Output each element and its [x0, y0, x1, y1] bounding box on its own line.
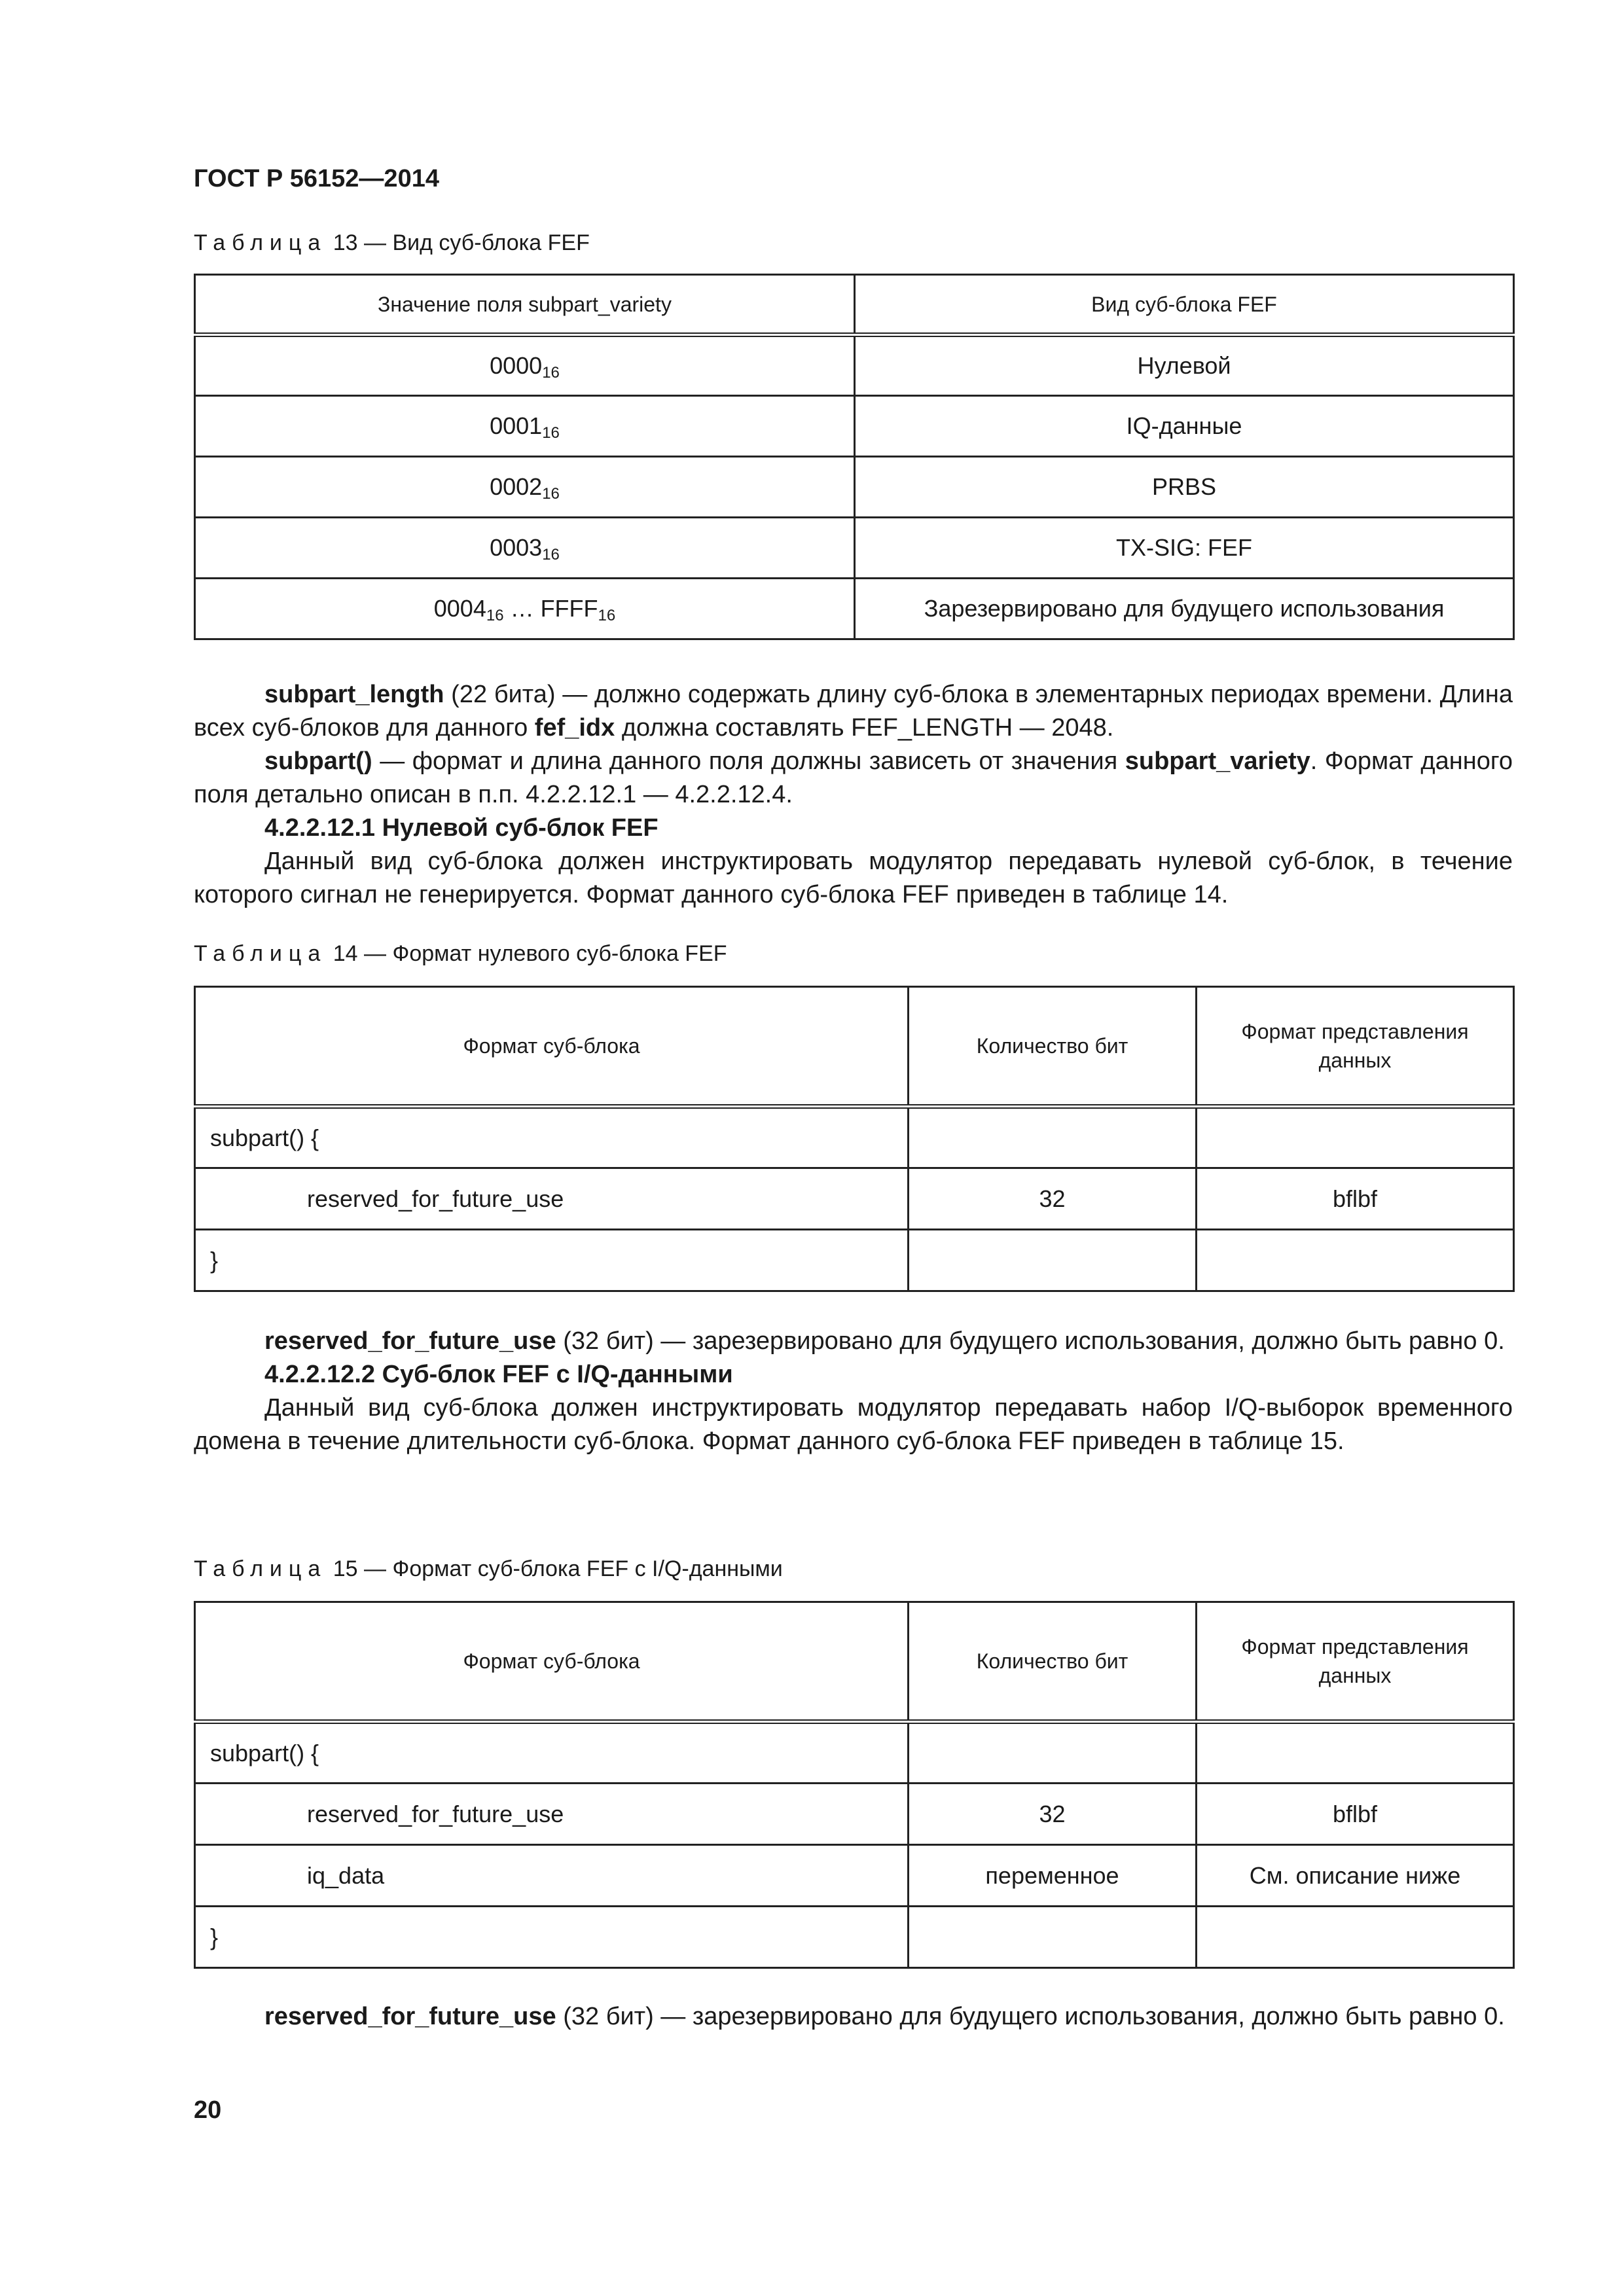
- format-cell: iq_data: [195, 1845, 909, 1907]
- repr-cell: [1197, 1107, 1514, 1168]
- subblock-kind: TX-SIG: FEF: [855, 518, 1514, 579]
- variety-value: $0002_{16}$: [195, 457, 855, 518]
- table-row: [195, 1230, 1514, 1291]
- table-row: [195, 1722, 1514, 1784]
- section-heading: 4.2.2.12.1 Нулевой суб-блок FEF: [264, 814, 659, 842]
- page-number: 20: [194, 2096, 222, 2124]
- table-row: [195, 1907, 1514, 1968]
- bits-cell: [909, 1107, 1197, 1168]
- table-header-row: [195, 275, 1514, 335]
- repr-cell: См. описание ниже: [1197, 1845, 1514, 1907]
- repr-cell: bflbf: [1197, 1784, 1514, 1845]
- repr-cell: [1197, 1907, 1514, 1968]
- subblock-kind: IQ-данные: [855, 396, 1514, 457]
- format-cell: subpart() {: [195, 1107, 909, 1168]
- body-text: Данный вид суб-блока должен инструктировать модулятор передавать набор I/Q-выборок временного домена в течение длительности суб-блока. Формат данного суб-блока FEF приведен в таблице 15.: [194, 1394, 1513, 1455]
- table-row: [195, 518, 1514, 579]
- subpart-length-description: subpart_length (22 бита) — должно содержать длину суб-блока в элементарных периодах времени. Длина всех суб-блоков для данного fef_idx должна составлять FEF_LENGTH — 2048.: [194, 681, 1513, 742]
- body-text: Данный вид суб-блока должен инструктировать модулятор передавать нулевой суб-блок, в течение которого сигнал не генерируется. Формат данного суб-блока FEF приведен в таблице 14.: [194, 848, 1513, 908]
- table-row: [195, 396, 1514, 457]
- variety-value: $0000_{16}$: [195, 335, 855, 396]
- column-header: Формат суб-блока: [195, 1602, 909, 1722]
- table-14-caption: Таблица 14 — Формат нулевого суб-блока FEF: [194, 941, 727, 966]
- table-13-caption: Таблица 13 — Вид суб-блока FEF: [194, 230, 590, 255]
- subblock-kind: Нулевой: [855, 335, 1514, 396]
- table-14: [194, 986, 1515, 1292]
- format-cell: }: [195, 1230, 909, 1291]
- table-row: [195, 1784, 1514, 1845]
- subpart-description: subpart() — формат и длина данного поля должны зависеть от значения subpart_variety. Формат данного поля детально описан в п.п. 4.2.2.12.1 — 4.2.2.12.4.: [194, 747, 1513, 808]
- bits-cell: [909, 1907, 1197, 1968]
- table-15-caption: Таблица 15 — Формат суб-блока FEF с I/Q-данными: [194, 1556, 783, 1581]
- variety-value: $0003_{16}$: [195, 518, 855, 579]
- bits-cell: [909, 1230, 1197, 1291]
- table-row: [195, 335, 1514, 396]
- section-heading: 4.2.2.12.2 Суб-блок FEF с I/Q-данными: [264, 1361, 733, 1388]
- bits-cell: 32: [909, 1168, 1197, 1230]
- bits-cell: переменное: [909, 1845, 1197, 1907]
- variety-value: $0004_{16}$ … $FFFF_{16}$: [195, 579, 855, 639]
- format-cell: reserved_for_future_use: [195, 1784, 909, 1845]
- column-header: Количество бит: [909, 1602, 1197, 1722]
- table-header-row: [195, 1602, 1514, 1722]
- table-row: [195, 1168, 1514, 1230]
- table-row: [195, 1845, 1514, 1907]
- column-header: Значение поля subpart_variety: [195, 275, 855, 335]
- repr-cell: [1197, 1722, 1514, 1784]
- format-cell: reserved_for_future_use: [195, 1168, 909, 1230]
- table-row: [195, 457, 1514, 518]
- column-header: Формат суб-блока: [195, 987, 909, 1107]
- paragraph-block-2: [194, 1325, 1513, 1458]
- bits-cell: [909, 1722, 1197, 1784]
- reserved-description: reserved_for_future_use (32 бит) — зарезервировано для будущего использования, должно быть равно 0.: [264, 1327, 1505, 1355]
- table-header-row: [195, 987, 1514, 1107]
- table-13: [194, 274, 1515, 640]
- bits-cell: 32: [909, 1784, 1197, 1845]
- table-15: [194, 1601, 1515, 1969]
- repr-cell: [1197, 1230, 1514, 1291]
- paragraph-block-1: [194, 678, 1513, 912]
- format-cell: subpart() {: [195, 1722, 909, 1784]
- format-cell: }: [195, 1907, 909, 1968]
- table-row: [195, 1107, 1514, 1168]
- table-row: [195, 579, 1514, 639]
- repr-cell: bflbf: [1197, 1168, 1514, 1230]
- document-header: ГОСТ Р 56152—2014: [194, 165, 439, 192]
- column-header: Формат представления данных: [1197, 987, 1514, 1107]
- column-header: Формат представления данных: [1197, 1602, 1514, 1722]
- column-header: Количество бит: [909, 987, 1197, 1107]
- paragraph-block-3: [194, 2000, 1513, 2034]
- subblock-kind: PRBS: [855, 457, 1514, 518]
- subblock-kind: Зарезервировано для будущего использования: [855, 579, 1514, 639]
- variety-value: $0001_{16}$: [195, 396, 855, 457]
- reserved-description: reserved_for_future_use (32 бит) — зарезервировано для будущего использования, должно быть равно 0.: [264, 2003, 1505, 2030]
- column-header: Вид суб-блока FEF: [855, 275, 1514, 335]
